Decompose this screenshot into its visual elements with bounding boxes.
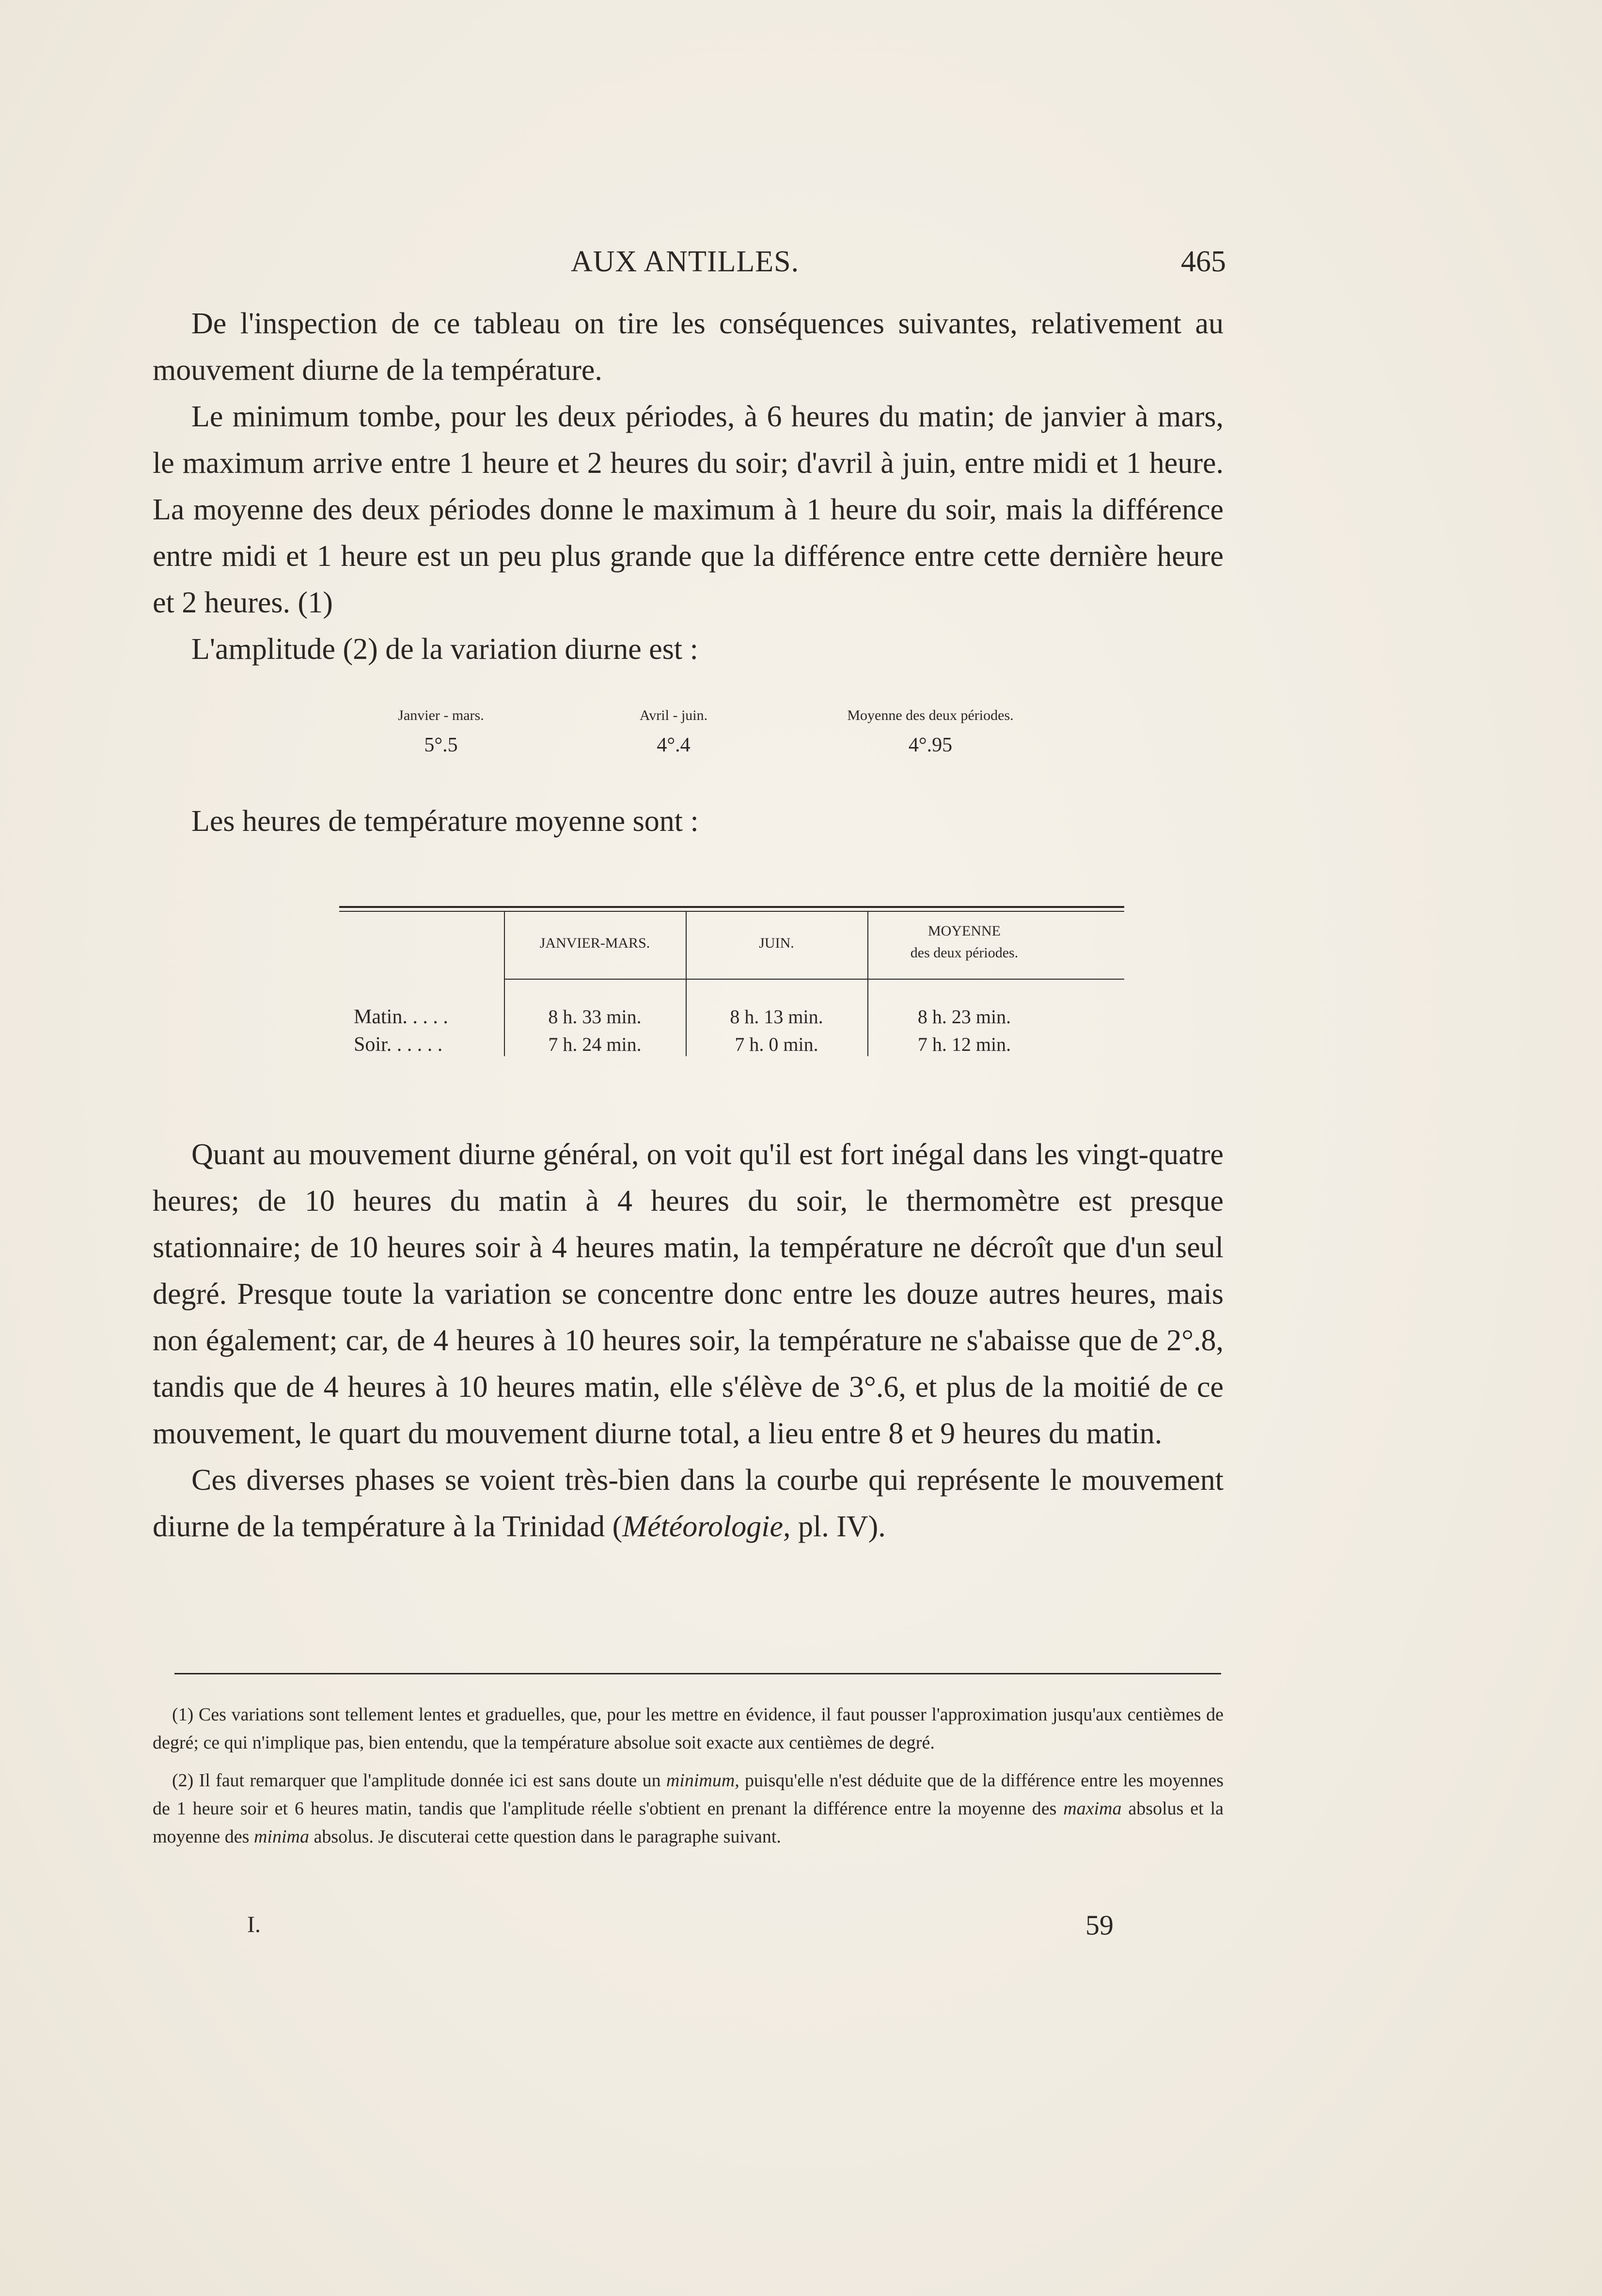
table-cell: 7 h. 24 min. — [548, 1033, 642, 1055]
footnotes — [153, 1701, 1224, 1860]
body-text-top — [153, 300, 1224, 672]
text-run: pl. IV). — [790, 1510, 886, 1543]
page-number: 465 — [1181, 245, 1226, 278]
text-run: Ces diverses phases se voient très-bien dans la courbe qui représente le mouvement diurne de la température à la Trinidad ( — [153, 1464, 1224, 1543]
row-label: Soir. . . . . . — [354, 1033, 443, 1056]
amplitude-header: Janvier - mars. — [398, 707, 484, 723]
table-cell: 7 h. 12 min. — [917, 1033, 1011, 1055]
italic-text: minima — [253, 1827, 309, 1847]
table-cell: 8 h. 23 min. — [917, 1006, 1011, 1028]
column-header: JUIN. — [759, 935, 794, 951]
amplitude-value: 5°.5 — [424, 734, 458, 756]
table-rule — [504, 979, 1124, 980]
amplitude-value: 4°.95 — [908, 734, 953, 756]
footnote-rule — [174, 1673, 1221, 1674]
running-header — [160, 245, 1226, 283]
sheet-number: 59 — [1085, 1909, 1114, 1941]
text-run: absolus et la moyenne des — [153, 1798, 1224, 1847]
italic-text: Météorologie, — [622, 1510, 791, 1543]
paragraph-last — [153, 1457, 1224, 1550]
signature-mark: I. — [247, 1912, 261, 1937]
hours-table — [339, 906, 1124, 1061]
table-cell: 8 h. 33 min. — [548, 1006, 642, 1028]
paragraph: De l'inspection de ce tableau on tire les conséquences suivantes, relativement au mouvement diurne de la température. — [153, 307, 1224, 387]
amplitude-value: 4°.4 — [657, 734, 691, 756]
body-text-bottom — [153, 1131, 1224, 1550]
footnote-2 — [153, 1766, 1224, 1851]
table-cell: 8 h. 13 min. — [730, 1006, 823, 1028]
paragraph: Le minimum tombe, pour les deux périodes, à 6 heures du matin; de janvier à mars, le maximum arrive entre 1 heure et 2 heures du soir; d'avril à juin, entre midi et 1 heure. La moyenne des deux périodes donne le maximum à 1 heure du soir, mais la différence entre midi et 1 heure est un peu plus grande que la différence entre cette dernière heure et 2 heures. (1) — [153, 400, 1224, 619]
italic-text: maxima — [1063, 1798, 1122, 1819]
column-header: MOYENNE — [928, 923, 1001, 939]
amplitude-table — [368, 707, 1085, 757]
paragraph: L'amplitude (2) de la variation diurne est : — [191, 633, 698, 666]
column-header: JANVIER-MARS. — [539, 935, 650, 951]
table-rule — [339, 906, 1124, 908]
running-title: AUX ANTILLES. — [571, 245, 800, 278]
amplitude-header: Avril - juin. — [639, 707, 708, 723]
row-label: Matin. . . . . — [354, 1006, 448, 1028]
amplitude-header: Moyenne des deux périodes. — [847, 707, 1014, 723]
hours-heading: Les heures de température moyenne sont : — [191, 805, 699, 838]
footnote-1: (1) Ces variations sont tellement lentes et graduelles, que, pour les mettre en évidence, il faut pousser l'approximation jusqu'aux centièmes de degré; ce qui n'implique pas, bien entendu, que la température absolue soit exacte aux centièmes de degré. — [153, 1704, 1224, 1753]
paragraph: Quant au mouvement diurne général, on voit qu'il est fort inégal dans les vingt-quatre heures; de 10 heures du matin à 4 heures du soir, le thermomètre est presque stationnaire; de 10 heures soir à 4 heures matin, la température ne décroît que d'un seul degré. Presque toute la variation se concentre donc entre les douze autres heures, mais non également; car, de 4 heures à 10 heures soir, la température ne s'abaisse que de 2°.8, tandis que de 4 heures à 10 heures matin, elle s'élève de 3°.6, et plus de la moitié de ce mouvement, le quart du mouvement diurne total, a lieu entre 8 et 9 heures du matin. — [153, 1138, 1224, 1450]
text-run: (2) Il faut remarquer que l'amplitude donnée ici est sans doute un — [172, 1770, 666, 1791]
text-run: puisqu'elle n'est déduite que de la différence entre les moyennes de 1 heure soir et 6 heures matin, tandis que l'amplitude réelle s'obtient en prenant la différence entre la moyenne des — [153, 1770, 1224, 1819]
column-header-sub: des deux périodes. — [910, 945, 1019, 961]
table-rule — [339, 911, 1124, 912]
table-cell: 7 h. 0 min. — [735, 1033, 818, 1055]
italic-text: minimum, — [666, 1770, 739, 1791]
text-run: absolus. Je discuterai cette question dans le paragraphe suivant. — [309, 1827, 781, 1847]
